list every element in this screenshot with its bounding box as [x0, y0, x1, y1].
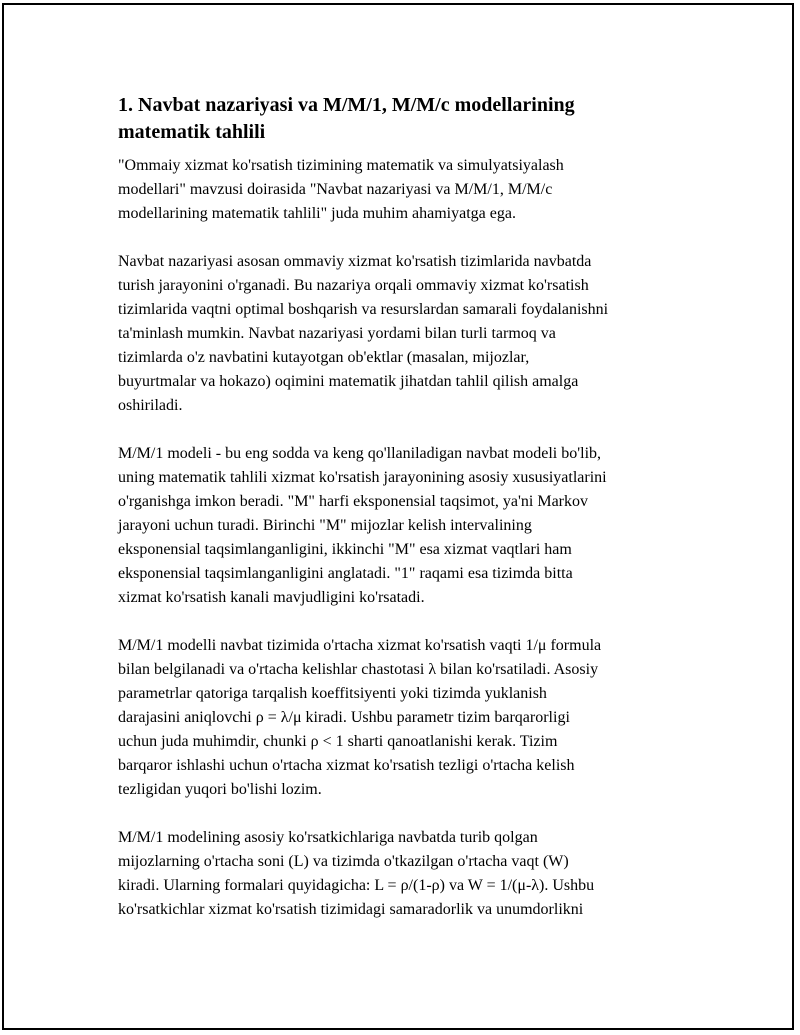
paragraph-queue-theory: Navbat nazariyasi asosan ommaviy xizmat ko'rsatish tizimlarida navbatda turish jarayonini o'rganadi. Bu nazariya orqali ommaviy xizmat ko'rsatish tizimlarida vaqtni optimal boshqarish va resurslardan samarali foydalanishni ta'minlash mumkin. Navbat nazariyasi yordami bilan turli tarmoq va tizimlarda o'z navbatini kutayotgan ob'ektlar (masalan, mijozlar, buyurtmalar va hokazo) oqimini matematik jihatdan tahlil qilish amalga oshiriladi.: [118, 253, 609, 414]
section-heading: 1. Navbat nazariyasi va M/M/1, M/M/c modellarining matematik tahlili: [118, 94, 575, 143]
paragraph-intro: "Ommaiy xizmat ko'rsatish tizimining matematik va simulyatsiyalash modellari" mavzusi doirasida "Navbat nazariyasi va M/M/1, M/M/c modellarining matematik tahlili" juda muhim ahamiyatga ega.: [118, 157, 564, 222]
document-body: [118, 92, 688, 946]
paragraph-mm1-parameters: M/M/1 modelli navbat tizimida o'rtacha xizmat ko'rsatish vaqti 1/μ formula bilan belgilanadi va o'rtacha kelishlar chastotasi λ bilan ko'rsatiladi. Asosiy parametrlar qatoriga tarqalish koeffitsiyenti yoki tizimda yuklanish darajasini aniqlovchi ρ = λ/μ kiradi. Ushbu parametr tizim barqarorligi uchun juda muhimdir, chunki ρ < 1 sharti qanoatlanishi kerak. Tizim barqaror ishlashi uchun o'rtacha xizmat ko'rsatish tezligi o'rtacha kelish tezligidan yuqori bo'lishi lozim.: [118, 637, 602, 798]
paragraph-mm1-indicators: M/M/1 modelining asosiy ko'rsatkichlariga navbatda turib qolgan mijozlarning o'rtacha soni (L) va tizimda o'tkazilgan o'rtacha vaqt (W) kiradi. Ularning formalari quyidagicha: L = ρ/(1-ρ) va W = 1/(μ-λ). Ushbu ko'rsatkichlar xizmat ko'rsatish tizimidagi samaradorlik va unumdorlikni: [118, 829, 595, 918]
paragraph-mm1-model: M/M/1 modeli - bu eng sodda va keng qo'llaniladigan navbat modeli bo'lib, uning matematik tahlili xizmat ko'rsatish jarayonining asosiy xususiyatlarini o'rganishga imkon beradi. "M" harfi eksponensial taqsimot, ya'ni Markov jarayoni uchun turadi. Birinchi "M" mijozlar kelish intervalining eksponensial taqsimlanganligini, ikkinchi "M" esa xizmat vaqtlari ham eksponensial taqsimlanganligini anglatadi. "1" raqami esa tizimda bitta xizmat ko'rsatish kanali mavjudligini ko'rsatadi.: [118, 445, 607, 606]
